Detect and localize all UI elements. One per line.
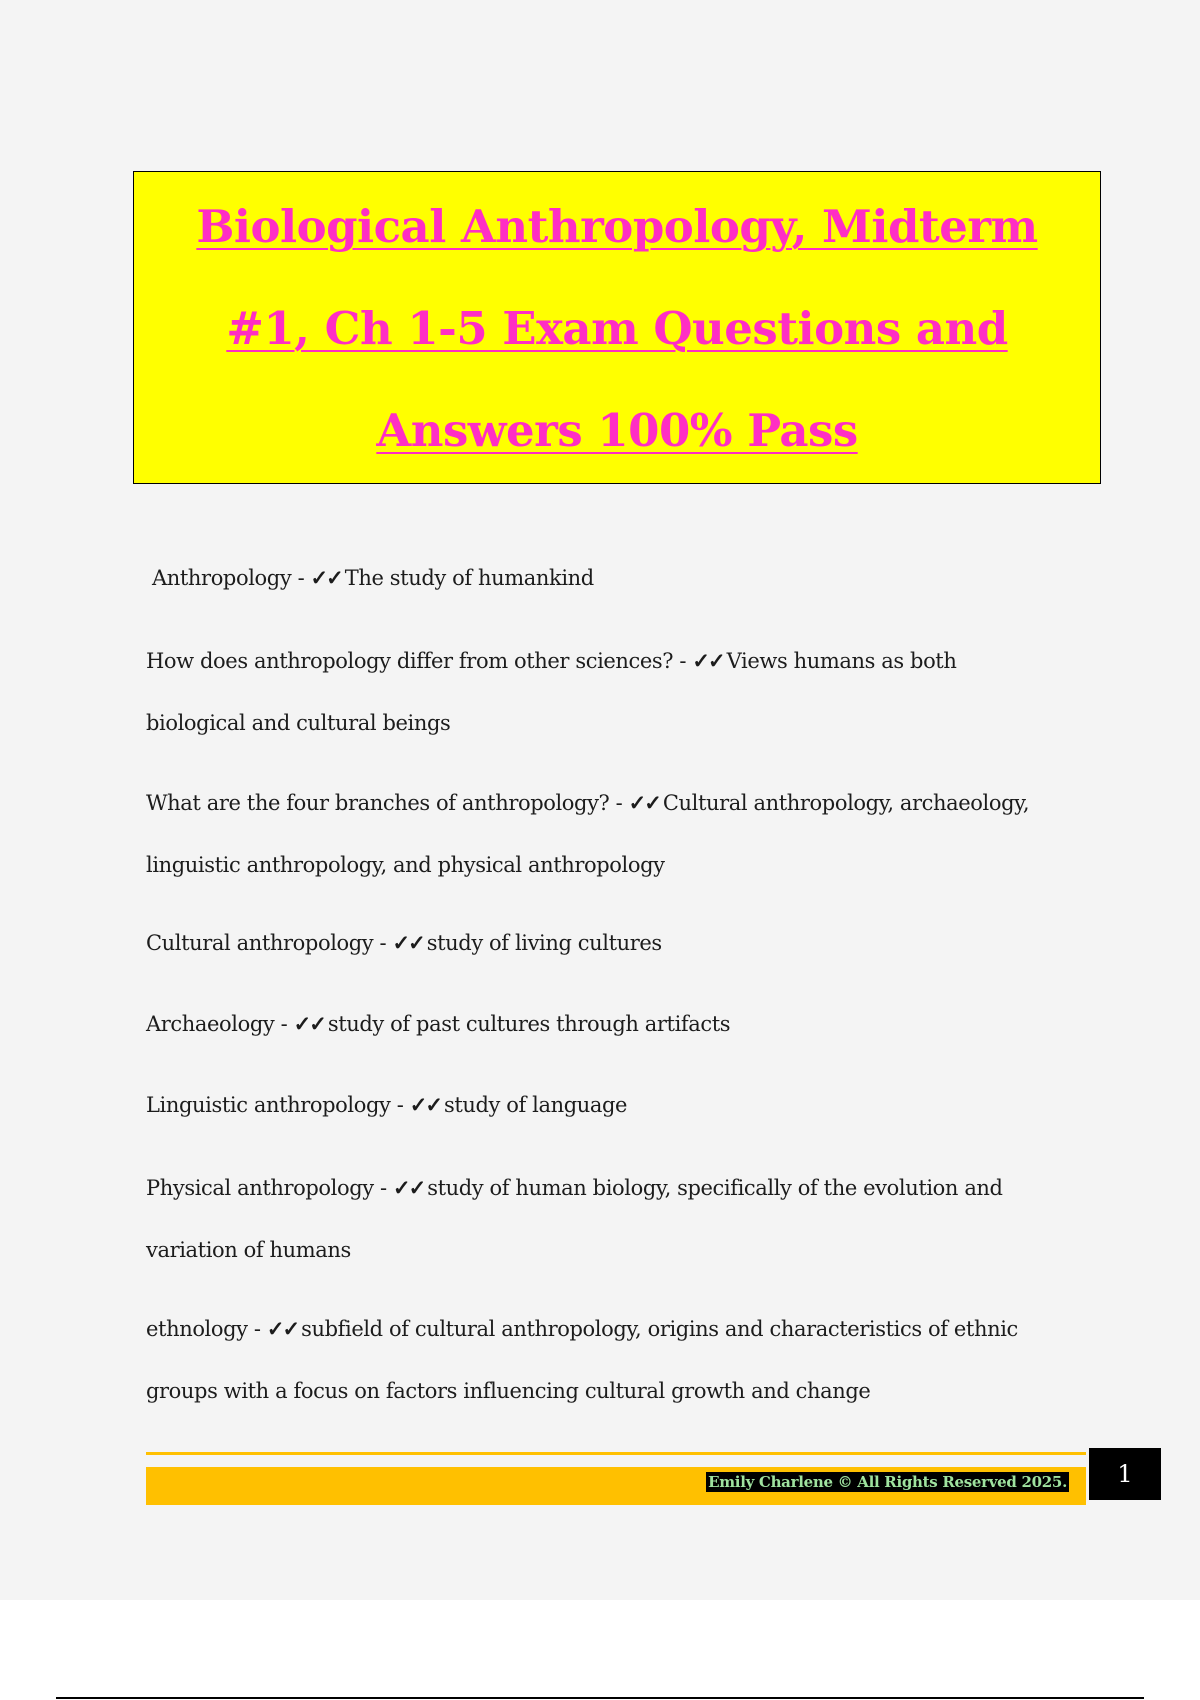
title-banner (133, 171, 1101, 484)
qa-entry-physical-anthropology (146, 1157, 1106, 1281)
entry-answer: study of living cultures (426, 931, 662, 955)
entry-continuation: biological and cultural beings (146, 711, 451, 735)
title-line-3: Answers 100% Pass (376, 404, 858, 457)
footer-copyright: Emily Charlene © All Rights Reserved 2025. (708, 1473, 1067, 1491)
footer-rule (146, 1452, 1086, 1455)
entry-continuation: linguistic anthropology, and physical anthropology (146, 853, 665, 877)
qa-entry-four-branches (146, 772, 1106, 896)
qa-entry-anthropology (152, 547, 1112, 609)
check-icon: ✓✓ (692, 648, 724, 673)
check-icon: ✓✓ (628, 790, 660, 815)
entry-answer: subfield of cultural anthropology, origins and characteristics of ethnic (301, 1317, 1018, 1341)
footer-bar (146, 1467, 1086, 1505)
qa-entry-archaeology (146, 993, 1106, 1055)
entry-term: What are the four branches of anthropology? - (146, 791, 623, 815)
check-icon: ✓✓ (266, 1316, 299, 1341)
entry-answer: study of past cultures through artifacts (327, 1012, 731, 1036)
entry-term: Linguistic anthropology - (146, 1093, 404, 1117)
entry-continuation: groups with a focus on factors influencing cultural growth and change (146, 1379, 871, 1403)
qa-entry-anthropology-differs (146, 630, 1106, 754)
entry-term: Cultural anthropology - (146, 931, 387, 955)
entry-answer: Cultural anthropology, archaeology, (662, 791, 1030, 815)
entry-term: Physical anthropology - (146, 1176, 387, 1200)
entry-answer: Views humans as both (726, 649, 957, 673)
entry-term: Archaeology - (146, 1012, 288, 1036)
entry-line (146, 1157, 1106, 1219)
qa-entry-linguistic-anthropology (146, 1074, 1106, 1136)
entry-term: ethnology - (146, 1317, 261, 1341)
entry-term: How does anthropology differ from other sciences? - (146, 649, 687, 673)
check-icon: ✓✓ (293, 1011, 325, 1036)
entry-answer: study of language (443, 1093, 628, 1117)
entry-line (146, 1298, 1106, 1360)
check-icon: ✓✓ (392, 1175, 425, 1200)
entry-continuation: variation of humans (146, 1238, 351, 1262)
qa-entry-cultural-anthropology (146, 912, 1106, 974)
page-divider (56, 1697, 1144, 1699)
title-line-2: #1, Ch 1-5 Exam Questions and (226, 302, 1008, 355)
entry-line (146, 630, 1106, 692)
page-number: 1 (1089, 1448, 1161, 1500)
check-icon: ✓✓ (310, 565, 342, 590)
entry-answer: study of human biology, specifically of the evolution and (427, 1176, 1003, 1200)
check-icon: ✓✓ (409, 1092, 441, 1117)
title-line-1: Biological Anthropology, Midterm (196, 200, 1038, 253)
entry-term: Anthropology - (152, 566, 305, 590)
check-icon: ✓✓ (392, 930, 424, 955)
entry-line (146, 772, 1106, 834)
entry-answer: The study of humankind (344, 566, 594, 590)
qa-entry-ethnology (146, 1298, 1106, 1422)
